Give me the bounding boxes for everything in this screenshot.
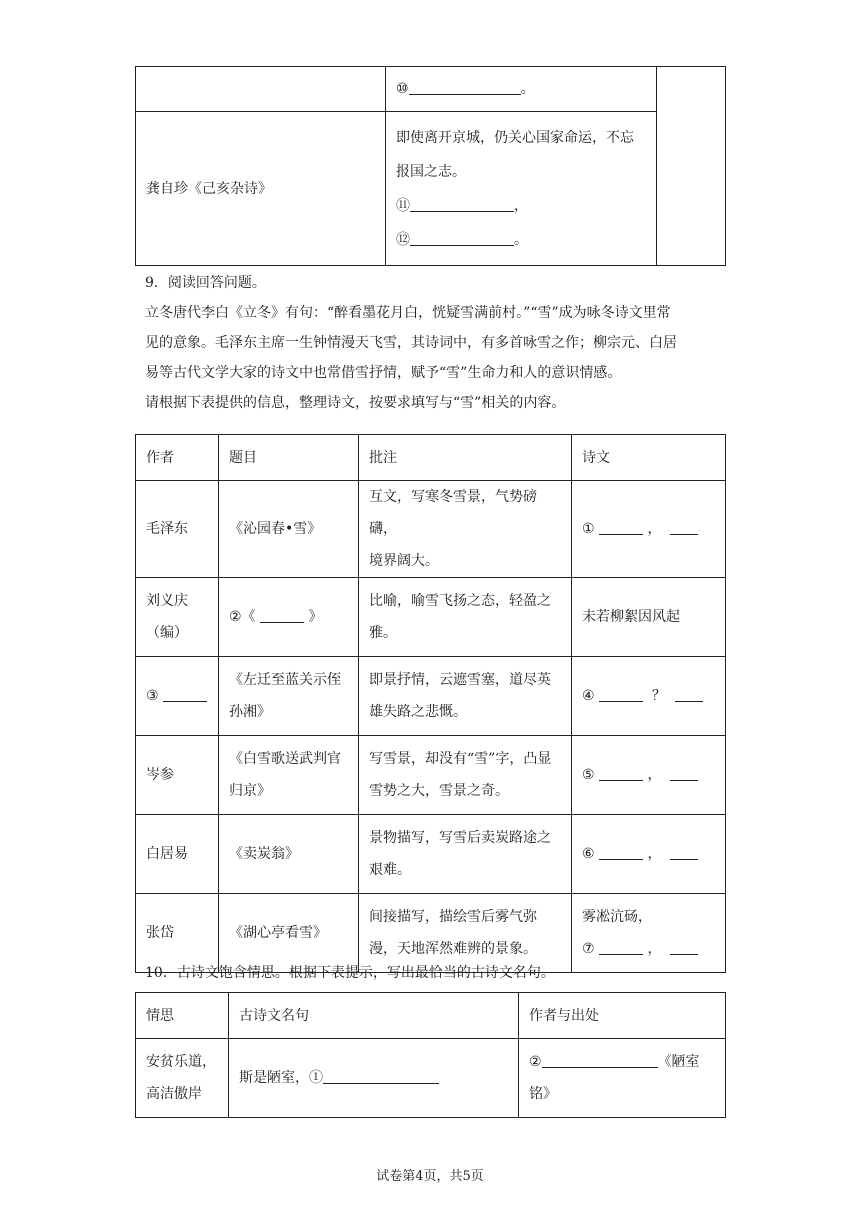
q10-table <box>135 992 726 1118</box>
top-row2-author-cell: 龚自珍《己亥杂诗》 <box>136 112 386 266</box>
table-row: 安贫乐道， 高洁傲岸 斯是陋室，① ② 《陋室 铭》 <box>136 1039 726 1118</box>
q9-text: 9．阅读回答问题。 立冬唐代李白《立冬》有句：“醉看墨花月白，恍疑雪满前村。”“雪”成为咏冬诗文里常 见的意象。毛泽东主席一生钟情漫天飞雪，其诗词中，有多首咏雪之作；柳宗元、白居 易等古代文学大家的诗文中也常借雪抒情，赋予“雪”生命力和人的意识情感。 请根据下表提供的信息，整理诗文，按要求填写与“雪”相关的内容。 <box>145 268 730 418</box>
answer-blank[interactable] <box>670 764 698 781</box>
answer-blank[interactable] <box>599 938 643 955</box>
table-row: 刘义庆 （编） ②《 》 比喻，喻雪飞扬之态，轻盈之 雅。 未若柳絮因风起 <box>136 578 726 657</box>
answer-blank[interactable] <box>670 843 698 860</box>
table-row: 张岱 《湖心亭看雪》 间接描写，描绘雪后雾气弥 漫，天地浑然难辨的景象。 雾凇沆砀， ⑦ ， <box>136 894 726 973</box>
top-table <box>135 66 726 266</box>
answer-blank[interactable] <box>675 685 703 702</box>
answer-blank[interactable] <box>599 518 643 535</box>
q10-header-source: 作者与出处 <box>519 993 726 1039</box>
answer-blank[interactable] <box>410 229 514 246</box>
answer-blank[interactable] <box>260 606 304 623</box>
answer-blank[interactable] <box>670 938 698 955</box>
answer-blank[interactable] <box>599 764 643 781</box>
answer-blank[interactable] <box>410 195 514 212</box>
table-row: 白居易 《卖炭翁》 景物描写，写雪后卖炭路途之 艰难。 ⑥ ， <box>136 815 726 894</box>
answer-blank[interactable] <box>670 518 698 535</box>
q9-header-note: 批注 <box>359 435 572 481</box>
table-row: 岑参 《白雪歌送武判官 归京》 写雪景，却没有“雪”字，凸显 雪势之大，雪景之奇。 ⑤ ， <box>136 736 726 815</box>
answer-blank[interactable] <box>163 685 207 702</box>
page-footer: 试卷第4页，共5页 <box>376 1169 484 1184</box>
q9-heading: 9．阅读回答问题。 <box>145 275 266 291</box>
q9-header-poem: 诗文 <box>572 435 726 481</box>
q10-heading: 10．古诗文饱含情思。根据下表提示，写出最恰当的古诗文名句。 <box>145 965 555 981</box>
top-right-cell <box>657 67 726 266</box>
q10-header-emotion: 情思 <box>136 993 229 1039</box>
q9-header-author: 作者 <box>136 435 219 481</box>
top-row2-content-cell: 即使离开京城，仍关心国家命运，不忘 报国之志。 ⑪ ， ⑫ 。 <box>386 112 657 266</box>
table-row: 毛泽东 《沁园春•雪》 互文，写寒冬雪景，气势磅礴， 境界阔大。 ① ， <box>136 481 726 578</box>
q10-header-sentence: 古诗文名句 <box>229 993 519 1039</box>
table-row: ③ 《左迁至蓝关示侄 孙湘》 即景抒情，云遮雪塞，道尽英 雄失路之悲慨。 ④ ？ <box>136 657 726 736</box>
top-row1-author-cell <box>136 67 386 112</box>
answer-blank[interactable] <box>323 1067 439 1084</box>
answer-blank[interactable] <box>409 78 521 95</box>
answer-blank[interactable] <box>599 685 643 702</box>
answer-blank[interactable] <box>599 843 643 860</box>
q9-header-title: 题目 <box>219 435 359 481</box>
q9-table <box>135 434 726 973</box>
answer-blank[interactable] <box>542 1051 658 1068</box>
top-row1-content-cell: ⑩ 。 <box>386 67 657 112</box>
